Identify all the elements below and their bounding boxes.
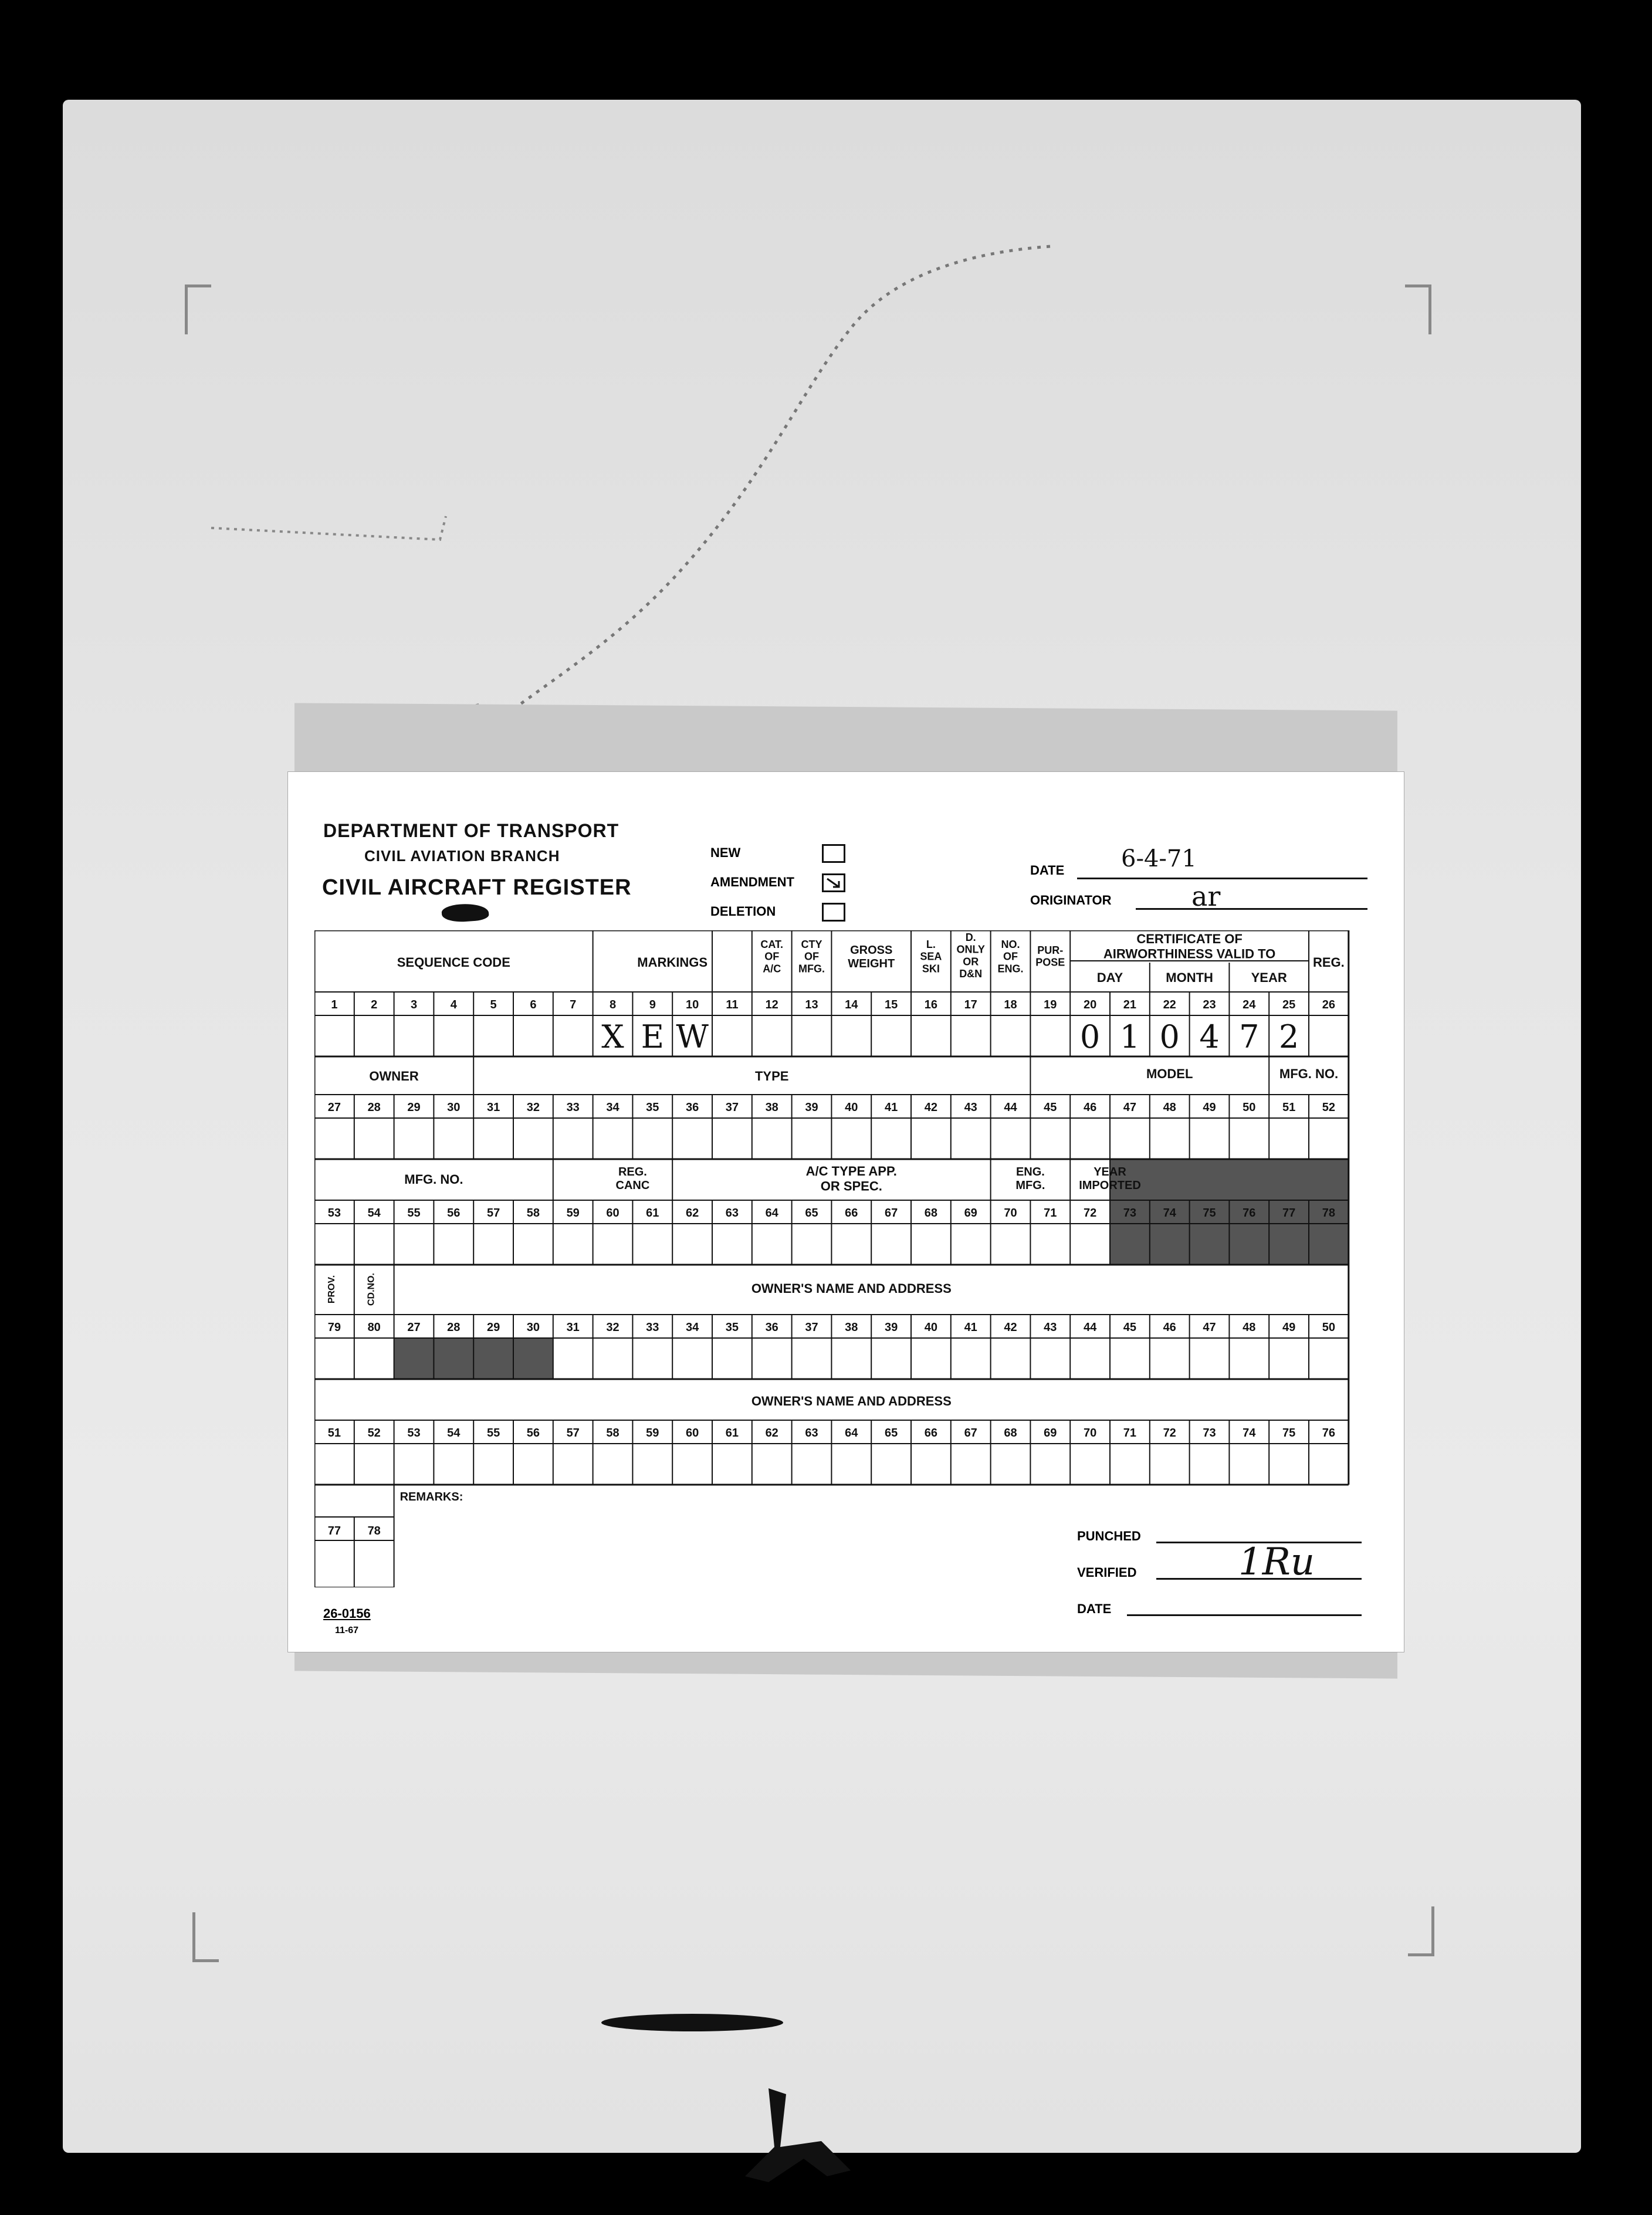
column-number: 33 [566,1101,580,1114]
bottom-redaction-mark [601,2014,783,2031]
cty-of-mfg-header: CTY OF MFG. [798,939,825,975]
column-number: 51 [1282,1101,1296,1114]
deletion-label: DELETION [710,904,776,919]
new-label: NEW [710,845,741,860]
column-number: 46 [1163,1321,1176,1334]
column-number: 15 [884,998,898,1011]
column-number: 23 [1203,998,1216,1011]
verified-label: VERIFIED [1077,1565,1137,1580]
column-number: 25 [1282,998,1296,1011]
column-number: 29 [407,1101,421,1114]
column-number: 64 [765,1207,778,1220]
column-number: 36 [685,1101,699,1114]
column-number: 10 [685,998,699,1011]
column-number: 60 [606,1207,620,1220]
column-number: 38 [765,1101,778,1114]
column-number: 16 [924,998,938,1011]
column-number: 43 [964,1101,977,1114]
column-number: 21 [1123,998,1137,1011]
column-number: 78 [1322,1207,1336,1220]
column-number: 62 [685,1207,699,1220]
column-number: 54 [447,1427,461,1440]
remarks-column-number: 77 [327,1525,341,1537]
column-number: 36 [765,1321,778,1334]
originator-label: ORIGINATOR [1030,893,1112,907]
column-number: 52 [1322,1101,1336,1114]
day-night-header: D. ONLY OR D&N [956,932,985,980]
column-number: 63 [805,1427,818,1440]
mfg-no-header: MFG. NO. [1279,1066,1339,1081]
column-number: 70 [1004,1207,1017,1220]
column-number: 71 [1044,1207,1057,1220]
column-number: 63 [725,1207,739,1220]
column-number: 44 [1004,1101,1017,1114]
column-number: 4 [450,998,457,1011]
column-number: 26 [1322,998,1336,1011]
reg-header: REG. [1313,955,1345,970]
column-number: 37 [725,1101,739,1114]
column-number: 58 [526,1207,540,1220]
column-number: 53 [327,1207,341,1220]
column-number: 28 [367,1101,381,1114]
handwritten-entry: X [601,1018,624,1055]
column-number: 44 [1083,1321,1097,1334]
handwritten-entry: 0 [1079,1018,1101,1055]
no-of-eng-header: NO. OF ENG. [997,939,1024,975]
column-number: 61 [646,1207,659,1220]
column-number: 34 [606,1101,620,1114]
handwritten-entry: 1 [1119,1018,1140,1055]
column-number: 30 [447,1101,461,1114]
civil-aircraft-register-card [287,771,1404,1652]
column-number: 39 [805,1101,818,1114]
column-number: 66 [845,1207,858,1220]
column-number: 49 [1203,1101,1216,1114]
column-number: 77 [1282,1207,1296,1220]
amendment-label: AMENDMENT [710,875,794,889]
column-number: 45 [1123,1321,1137,1334]
column-number: 69 [964,1207,977,1220]
originator-underline [1136,908,1367,910]
column-number: 19 [1044,998,1057,1011]
column-number: 70 [1083,1427,1097,1440]
column-number: 3 [410,998,418,1011]
column-number: 54 [367,1207,381,1220]
month-header: MONTH [1166,970,1213,985]
handwritten-entry: W [676,1018,709,1055]
column-number: 24 [1243,998,1256,1011]
mfg-no-header-2: MFG. NO. [404,1172,463,1187]
column-number: 72 [1163,1427,1176,1440]
column-number: 74 [1163,1207,1176,1220]
column-number: 43 [1044,1321,1057,1334]
column-number: 76 [1243,1207,1256,1220]
sea-ski-header: L. SEA SKI [920,939,942,975]
column-number: 20 [1083,998,1097,1011]
remarks-label: REMARKS: [400,1491,463,1503]
column-number: 12 [765,998,778,1011]
reg-canc-header: REG. CANC [615,1166,650,1192]
gross-weight-header: GROSS WEIGHT [848,944,895,970]
owners-name-address-header-2: OWNER'S NAME AND ADDRESS [751,1394,952,1408]
column-number: 68 [1004,1427,1017,1440]
form-date: 11-67 [335,1625,359,1635]
signoff-date-underline [1127,1614,1362,1616]
column-number: 53 [407,1427,421,1440]
column-number: 57 [566,1427,580,1440]
column-number: 32 [606,1321,620,1334]
column-number: 59 [566,1207,580,1220]
column-number: 49 [1282,1321,1296,1334]
column-number: 57 [486,1207,500,1220]
column-number: 62 [765,1427,778,1440]
column-number: 5 [490,998,497,1011]
column-number: 39 [884,1321,898,1334]
column-number: 48 [1243,1321,1256,1334]
column-number: 71 [1123,1427,1137,1440]
column-number: 34 [685,1321,699,1334]
column-number: 9 [649,998,656,1011]
sequence-code-header: SEQUENCE CODE [397,955,510,970]
column-number: 37 [805,1321,818,1334]
column-number: 29 [486,1321,500,1334]
branch-title: CIVIL AVIATION BRANCH [364,847,560,865]
column-number: 65 [884,1427,898,1440]
date-label: DATE [1030,863,1065,878]
column-number: 45 [1044,1101,1057,1114]
column-number: 31 [486,1101,500,1114]
column-number: 17 [964,998,977,1011]
verified-initials: 1Ru [1238,1540,1315,1584]
ink-blot [733,2077,886,2194]
column-number: 61 [725,1427,739,1440]
column-number: 59 [646,1427,659,1440]
column-number: 42 [1004,1321,1017,1334]
column-number: 35 [646,1101,659,1114]
column-number: 80 [367,1321,381,1334]
column-number: 51 [327,1427,341,1440]
type-approval-header: A/C TYPE APP. OR SPEC. [805,1164,897,1194]
column-number: 1 [331,998,338,1011]
column-number: 65 [805,1207,818,1220]
column-number: 47 [1123,1101,1137,1114]
register-grid-svg [314,930,1366,1587]
check-mark-icon [824,875,844,890]
column-number: 46 [1083,1101,1097,1114]
handwritten-entry: 0 [1159,1018,1180,1055]
deletion-checkbox[interactable] [822,903,845,922]
column-number: 13 [805,998,818,1011]
column-number: 38 [845,1321,858,1334]
column-number: 11 [726,998,739,1011]
eng-mfg-header: ENG. MFG. [1015,1166,1045,1192]
column-number: 47 [1203,1321,1216,1334]
column-number: 31 [566,1321,580,1334]
originator-value[interactable]: ar [1191,880,1221,912]
column-number: 33 [646,1321,659,1334]
date-value[interactable]: 6-4-71 [1121,845,1197,872]
markings-header: MARKINGS [637,955,708,970]
column-number: 67 [964,1427,977,1440]
register-grid [314,930,1366,1587]
column-number: 58 [606,1427,620,1440]
column-number: 40 [924,1321,938,1334]
column-number: 7 [570,998,577,1011]
signoff-date-label: DATE [1077,1601,1112,1616]
remarks-column-number: 78 [367,1525,381,1537]
year-header: YEAR [1251,970,1287,985]
column-number: 75 [1203,1207,1216,1220]
new-checkbox[interactable] [822,844,845,863]
department-title: DEPARTMENT OF TRANSPORT [323,820,620,841]
column-number: 66 [924,1427,938,1440]
handwritten-entry: 7 [1239,1018,1260,1055]
amendment-checkbox[interactable] [822,873,845,892]
year-imported-header: YEAR IMPORTED [1079,1166,1141,1192]
column-number: 40 [845,1101,858,1114]
column-number: 55 [486,1427,500,1440]
column-number: 32 [526,1101,540,1114]
prov-label: PROV. [326,1275,337,1304]
punched-label: PUNCHED [1077,1529,1141,1543]
cat-of-ac-header: CAT. OF A/C [760,939,784,975]
column-number: 6 [530,998,537,1011]
handwritten-entry: E [641,1018,665,1055]
column-number: 79 [327,1321,341,1334]
register-title: CIVIL AIRCRAFT REGISTER [322,875,632,900]
owner-header: OWNER [369,1069,419,1083]
column-number: 64 [845,1427,858,1440]
cd-no-label: CD.NO. [366,1273,377,1306]
owners-name-address-header: OWNER'S NAME AND ADDRESS [751,1281,952,1296]
column-number: 68 [924,1207,938,1220]
redaction-mark [441,902,489,923]
purpose-header: PUR-POSE [1035,944,1065,968]
column-number: 30 [526,1321,540,1334]
form-number: 26-0156 [323,1606,371,1621]
type-header: TYPE [754,1069,789,1083]
handwritten-entry: 2 [1278,1018,1299,1055]
column-number: 27 [407,1321,421,1334]
column-number: 22 [1163,998,1176,1011]
column-number: 35 [725,1321,739,1334]
column-number: 8 [609,998,617,1011]
column-number: 73 [1203,1427,1216,1440]
column-number: 67 [884,1207,898,1220]
column-number: 28 [447,1321,461,1334]
column-number: 14 [845,998,858,1011]
column-number: 55 [407,1207,421,1220]
column-number: 72 [1083,1207,1097,1220]
column-number: 2 [371,998,378,1011]
column-number: 50 [1243,1101,1256,1114]
day-header: DAY [1096,970,1123,985]
date-underline [1077,878,1367,879]
handwritten-entry: 4 [1199,1018,1220,1055]
column-number: 50 [1322,1321,1336,1334]
column-number: 74 [1243,1427,1256,1440]
column-number: 56 [526,1427,540,1440]
column-number: 76 [1322,1427,1336,1440]
column-number: 27 [327,1101,341,1114]
column-number: 42 [924,1101,938,1114]
column-number: 52 [367,1427,381,1440]
column-number: 73 [1123,1207,1137,1220]
column-number: 41 [884,1101,898,1114]
column-number: 18 [1004,998,1017,1011]
airworthiness-header: CERTIFICATE OF AIRWORTHINESS VALID TO [1103,932,1276,961]
column-number: 60 [685,1427,699,1440]
column-number: 69 [1044,1427,1057,1440]
column-number: 56 [447,1207,461,1220]
model-header: MODEL [1146,1066,1193,1081]
column-number: 41 [964,1321,977,1334]
column-number: 75 [1282,1427,1296,1440]
column-number: 48 [1163,1101,1176,1114]
